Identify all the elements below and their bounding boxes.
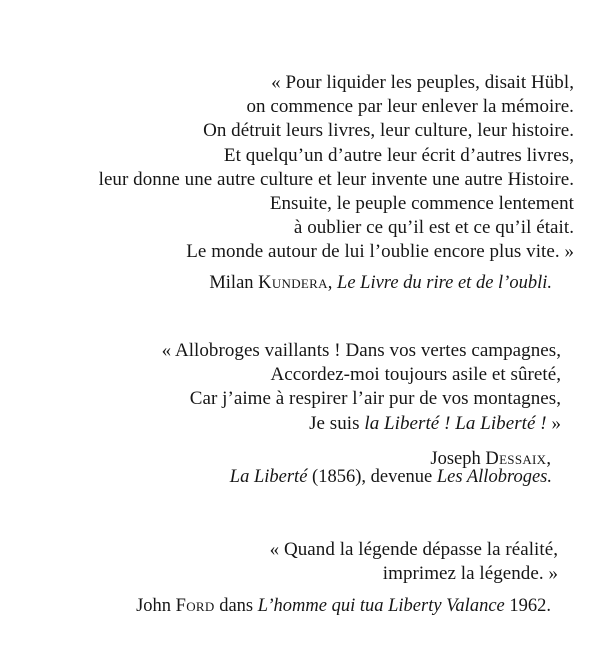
work-year: 1962. <box>504 596 551 616</box>
attribution-kundera: Milan Kundera, Le Livre du rire et de l’oubli. <box>209 273 552 293</box>
work-renamed: Les Allobroges <box>436 467 548 487</box>
work-title: Le Livre du rire et de l’oubli <box>337 273 548 293</box>
work-title: La Liberté <box>229 467 308 487</box>
quote-line: « Quand la légende dépasse la réalité, <box>269 539 558 560</box>
quote-line: « Allobroges vaillants ! Dans vos vertes campagnes, <box>161 340 561 361</box>
quote-line-suffix: » <box>546 412 561 434</box>
quote-line: Car j’aime à respirer l’air pur de vos montagnes, <box>189 388 561 410</box>
quote-dessaix <box>162 339 561 436</box>
work-year: (1856), devenue <box>307 467 437 487</box>
work-title: L’homme qui tua Liberty Valance <box>257 596 505 616</box>
author-last-name: Kundera <box>258 273 328 293</box>
quote-ford <box>270 538 558 586</box>
quote-line-last <box>162 412 561 436</box>
quote-line: à oublier ce qu’il est et ce qu’il était. <box>293 217 574 239</box>
quote-line: Et quelqu’un d’autre leur écrit d’autres livres, <box>223 144 574 166</box>
author-first-name: John <box>136 596 172 616</box>
quote-line: « Pour liquider les peuples, disait Hübl, <box>271 72 574 93</box>
quote-line: leur donne une autre culture et leur invente une autre Histoire. <box>98 168 574 190</box>
author-last-name: Ford <box>175 596 215 616</box>
attribution-dessaix-work <box>230 465 552 489</box>
author-first-name: Joseph <box>430 449 481 469</box>
attribution-mid: dans <box>214 596 258 616</box>
work-title-end: . <box>547 273 552 293</box>
work-end: . <box>547 467 552 487</box>
quote-line: imprimez la légende. » <box>382 563 558 585</box>
quote-line: Ensuite, le peuple commence lentement <box>269 193 574 215</box>
quote-line-italic: la Liberté ! La Liberté ! <box>364 412 547 434</box>
author-last-name: Dessaix <box>485 449 547 469</box>
quote-kundera <box>99 71 574 265</box>
author-first-name: Milan <box>209 273 254 293</box>
author-end: , <box>546 449 551 469</box>
quote-line: Accordez-moi toujours asile et sûreté, <box>270 364 561 386</box>
quote-line: Le monde autour de lui l’oublie encore plus vite. » <box>186 241 574 263</box>
quote-line: on commence par leur enlever la mémoire. <box>246 96 574 118</box>
attribution-ford <box>136 594 551 618</box>
quote-line-prefix: Je suis <box>309 412 365 434</box>
quote-line: On détruit leurs livres, leur culture, leur histoire. <box>203 120 574 142</box>
